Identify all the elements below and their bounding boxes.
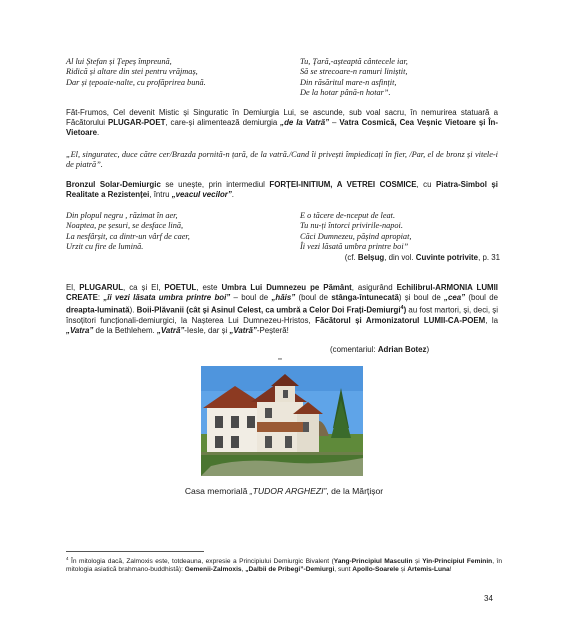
footnote-mark: 4 <box>66 556 69 561</box>
text-run: . <box>231 190 234 200</box>
poem1-left-stanza <box>66 57 276 88</box>
citation-belsug <box>320 253 500 263</box>
text-run: , sunt <box>334 566 353 574</box>
bold-text: stânga-întunecată <box>331 293 399 303</box>
bold-text: Bronzul Solar-Demiurgic <box>66 180 161 189</box>
window <box>215 416 223 428</box>
text-run: , la <box>485 315 498 325</box>
poem-line: La nesfârșit, ca dintr-un vârf de caer, <box>66 231 190 241</box>
footnote-divider <box>66 551 204 552</box>
page-number: 34 <box>484 594 493 603</box>
paragraph-plugarul <box>66 283 498 336</box>
poem1-right-stanza <box>300 57 520 99</box>
text-run: , asigurând <box>351 283 397 292</box>
bold-text: Umbra Lui Dumnezeu pe Pământ <box>221 283 352 292</box>
bold-text: Echilibrul-ARMONIA LUMII CREATE <box>66 283 498 303</box>
bold-text: Boii-Plăvanii (cât și Asinul Celest, ca umbră a Celor Doi Frați-Demiurgi <box>136 305 401 315</box>
bold-text: Belșug <box>357 253 385 262</box>
bold-text: Făcătorul și Armonizatorul LUMII-CA-POEM <box>315 315 486 325</box>
text-run: (cf. <box>344 253 358 262</box>
italic-text: „TUDOR ARGHEZI” <box>249 486 327 496</box>
bold-text: POETUL <box>164 283 197 292</box>
bold-text: Gemenii-Zalmoxis <box>184 566 242 574</box>
window <box>285 436 292 448</box>
poem-line: Tu nu-ți întorci privirile-napoi. <box>300 221 403 231</box>
house-wing-right <box>297 412 319 454</box>
quote-text: „El, singuratec, duce către cer/Brazda pornită-n țară, de la vatră./Cand îi privești împiedicați în fier, /Par, el de bronz și vitele-i de piatră”. <box>66 150 498 170</box>
text-run: de la Bethlehem. <box>93 326 157 335</box>
poem-line: Să se strecoare-n ramuri liniștit, <box>300 67 408 77</box>
text-run: ). <box>129 305 137 315</box>
text-run: , ca și El, <box>123 283 165 292</box>
text-run: și <box>398 566 408 574</box>
bold-text: dreapta-luminată <box>66 305 130 315</box>
italic-text: „cea” <box>444 293 466 303</box>
bold-text: Piatra-Simbol și Realitate a Rezistenței <box>66 180 498 200</box>
poem-line: Ridică și altare din stei pentru vrăjmaș, <box>66 67 198 77</box>
text-run: , este <box>196 283 222 292</box>
text-run: , din vol. <box>384 253 416 262</box>
italic-text: „Vatră” <box>229 326 257 335</box>
text-run: , în mitologia asiatică brahmano-buddhistă): <box>66 558 502 574</box>
poem-line: Al lui Ștefan și Țepeș împreună, <box>66 57 172 66</box>
text-run: El, <box>66 283 80 292</box>
bold-text: Vatra Cosmică, Cea Veșnic Vietoare și În-Vietoare <box>66 118 498 138</box>
text-run: (boul de <box>295 293 332 303</box>
bold-text: Yang-Principiul Masculin <box>333 558 413 566</box>
italic-text: „de la Vatră” <box>280 118 330 128</box>
bold-text: PLUGARUL <box>79 283 124 292</box>
poem-line: Dar și țepoaie-nalte, cu profăprirea bună. <box>66 77 206 87</box>
bold-text: PLUGAR-POET <box>107 118 166 128</box>
footnote-reference[interactable]: 4 <box>400 305 404 312</box>
poem-line: Din răsăritul mare-n asfințit, <box>300 77 397 87</box>
text-run: . <box>97 128 100 138</box>
poem2-left-stanza <box>66 211 276 253</box>
text-run: -Iesle, dar și <box>184 326 230 335</box>
text-run: , de la Mărțișor <box>326 486 384 496</box>
bold-text: Artemis-Luna <box>407 566 450 574</box>
text-run: , <box>241 566 246 574</box>
window <box>231 436 239 448</box>
text-run: Făt-Frumos, Cel devenit Mistic și Singuratic în Demiurgia Lui, se ascunde, sub voal sacru, în nemurirea statuară a Făcătorului <box>66 108 498 128</box>
poem-line: Îi vezi lăsată umbra printre boi” <box>300 242 409 252</box>
bold-text: ) <box>403 305 407 315</box>
window <box>283 390 288 398</box>
text-run: se unește, prin intermediul <box>160 180 270 189</box>
text-run: : <box>97 293 104 303</box>
text-run: , care-și alimentează demiurgia <box>165 118 281 128</box>
text-run: au fost martori, și, deci, și însoțitori funcționali-demiurgici, la Nașterea Lui Dumnezeu-Hristos, <box>66 305 498 325</box>
bold-text: „Dalbii de Pribegi”-Demiurgi <box>245 566 335 574</box>
poem2-right-stanza <box>300 211 520 253</box>
text-run: ) și boul de <box>398 293 445 303</box>
poem-line: Tu, Țară,-așteaptă cântecele iar, <box>300 57 408 66</box>
italic-text: „îi vezi lăsata umbra printre boi” <box>103 293 231 303</box>
text-run: ) <box>426 345 430 354</box>
text-run: În mitologia dacă, Zalmoxis este, totdeauna, expresie a Principiului Demiurgic Bivalent ( <box>68 558 334 566</box>
commentary-attribution <box>330 345 429 355</box>
separator-asterisks: ** <box>278 358 282 364</box>
italic-text: „hăis” <box>271 293 296 303</box>
window <box>247 416 255 428</box>
italic-text: „Vatra” <box>66 326 94 335</box>
memorial-house-photo <box>201 366 363 476</box>
bold-text: FORȚEI-INITIUM, A VETREI COSMICE <box>269 180 417 189</box>
text-run: – <box>329 118 340 128</box>
poem-line: Urzit cu fire de lumină. <box>66 242 144 252</box>
poem-line: Noaptea, pe șesuri, se desface lină, <box>66 221 184 231</box>
poem-line: Din plopul negru , răzimat în aer, <box>66 211 178 220</box>
poem-line: Căci Dumnezeu, pășind apropiat, <box>300 231 412 241</box>
italic-text: „veacul vecilor” <box>171 190 232 200</box>
italic-text: „Vatră” <box>156 326 185 335</box>
poem-line: E o tăcere de-nceput de leat. <box>300 211 396 220</box>
bold-text: Cuvinte potrivite <box>415 253 479 262</box>
window <box>265 408 272 418</box>
text-run: , întru <box>149 190 172 200</box>
text-run: Casa memorială <box>184 486 250 496</box>
footnote <box>66 555 502 575</box>
path-edge <box>201 452 363 455</box>
window <box>231 416 239 428</box>
bold-text: Yin-Principiul Feminin <box>422 558 493 566</box>
text-run: (comentariul: <box>330 345 378 354</box>
text-run: (boul de <box>465 293 498 303</box>
veranda-balcony <box>257 422 303 432</box>
text-run: – boul de <box>230 293 272 303</box>
bold-text: Apollo-Soarele <box>352 566 399 574</box>
window <box>215 436 223 448</box>
text-run: ! <box>449 566 452 574</box>
author-name: Adrian Botez <box>377 345 427 354</box>
house-illustration <box>201 366 363 476</box>
text-run: , p. 31 <box>478 253 500 262</box>
poem-line: De la hotar până-n hotar”. <box>300 88 391 98</box>
text-run: -Peșteră! <box>256 326 289 335</box>
paragraph-bronzul <box>66 180 498 200</box>
window <box>265 436 272 448</box>
paragraph-plugar-poet <box>66 108 498 138</box>
text-run: și <box>412 558 423 566</box>
text-run: , cu <box>416 180 437 189</box>
quote-singuratec <box>66 150 498 171</box>
photo-caption <box>166 486 402 496</box>
window <box>303 422 309 432</box>
